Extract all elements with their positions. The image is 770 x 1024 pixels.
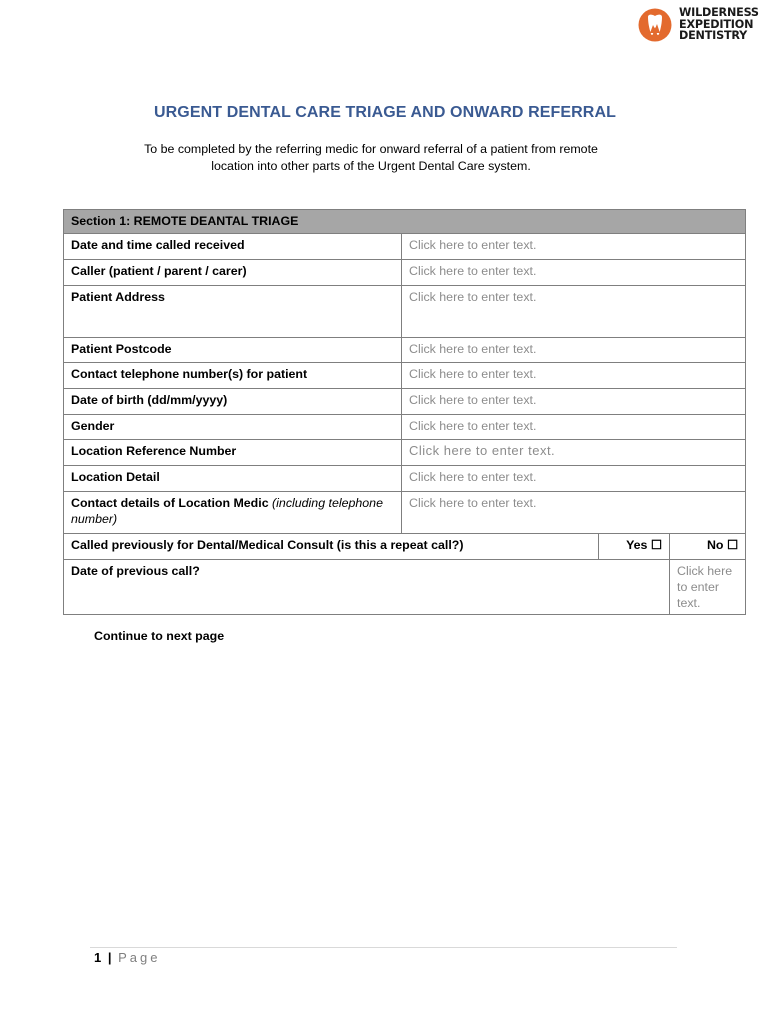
intro-paragraph bbox=[90, 141, 652, 175]
contact-telephone-field[interactable]: Click here to enter text. bbox=[402, 363, 746, 389]
page-label: Page bbox=[118, 950, 161, 965]
field-label-gender: Gender bbox=[64, 415, 402, 440]
field-label-location-reference: Location Reference Number bbox=[64, 440, 402, 466]
caller-field[interactable]: Click here to enter text. bbox=[402, 260, 746, 286]
wilderness-expedition-dentistry-logo bbox=[638, 6, 764, 44]
intro-line-2: location into other parts of the Urgent Dental Care system. bbox=[211, 159, 531, 173]
patient-address-field[interactable]: Click here to enter text. bbox=[402, 286, 746, 338]
gender-field[interactable]: Click here to enter text. bbox=[402, 415, 746, 440]
repeat-call-question: Called previously for Dental/Medical Consult (is this a repeat call?) bbox=[64, 534, 599, 560]
continue-note: Continue to next page bbox=[94, 629, 225, 643]
previous-call-field[interactable]: Click here to enter text. bbox=[670, 560, 746, 615]
page-footer bbox=[94, 950, 161, 965]
logo-line-3: DENTISTRY bbox=[679, 29, 748, 42]
field-label-patient-address: Patient Address bbox=[64, 286, 402, 338]
field-label-location-medic bbox=[64, 492, 402, 534]
footer-separator: | bbox=[107, 950, 112, 965]
intro-line-1: To be completed by the referring medic for onward referral of a patient from remote bbox=[144, 142, 598, 156]
field-label-patient-postcode: Patient Postcode bbox=[64, 338, 402, 363]
page-number: 1 bbox=[94, 950, 102, 965]
location-detail-field[interactable]: Click here to enter text. bbox=[402, 466, 746, 492]
tooth-mountain-badge-icon bbox=[638, 8, 674, 42]
date-of-birth-field[interactable]: Click here to enter text. bbox=[402, 389, 746, 415]
patient-postcode-field[interactable]: Click here to enter text. bbox=[402, 338, 746, 363]
field-label-location-detail: Location Detail bbox=[64, 466, 402, 492]
footer-divider bbox=[90, 947, 677, 948]
field-label-date-of-birth: Date of birth (dd/mm/yyyy) bbox=[64, 389, 402, 415]
date-time-field[interactable]: Click here to enter text. bbox=[402, 234, 746, 260]
logo-line-1: WILDERNESS bbox=[679, 6, 759, 19]
repeat-call-no-checkbox[interactable]: No ☐ bbox=[670, 534, 746, 560]
location-reference-field[interactable]: Click here to enter text. bbox=[402, 440, 746, 466]
location-medic-label: Contact details of Location Medic bbox=[71, 496, 269, 510]
field-label-caller: Caller (patient / parent / carer) bbox=[64, 260, 402, 286]
triage-form-table bbox=[63, 209, 746, 615]
field-label-contact-telephone: Contact telephone number(s) for patient bbox=[64, 363, 402, 389]
document-title: URGENT DENTAL CARE TRIAGE AND ONWARD REFERRAL bbox=[154, 104, 616, 121]
logo-line-2: EXPEDITION bbox=[679, 17, 754, 31]
location-medic-field[interactable]: Click here to enter text. bbox=[402, 492, 746, 534]
location-medic-note: (including telephone number) bbox=[71, 496, 383, 526]
previous-call-label: Date of previous call? bbox=[64, 560, 670, 615]
repeat-call-yes-checkbox[interactable]: Yes ☐ bbox=[599, 534, 670, 560]
section-heading: Section 1: REMOTE DEANTAL TRIAGE bbox=[64, 210, 746, 234]
field-label-date-time: Date and time called received bbox=[64, 234, 402, 260]
